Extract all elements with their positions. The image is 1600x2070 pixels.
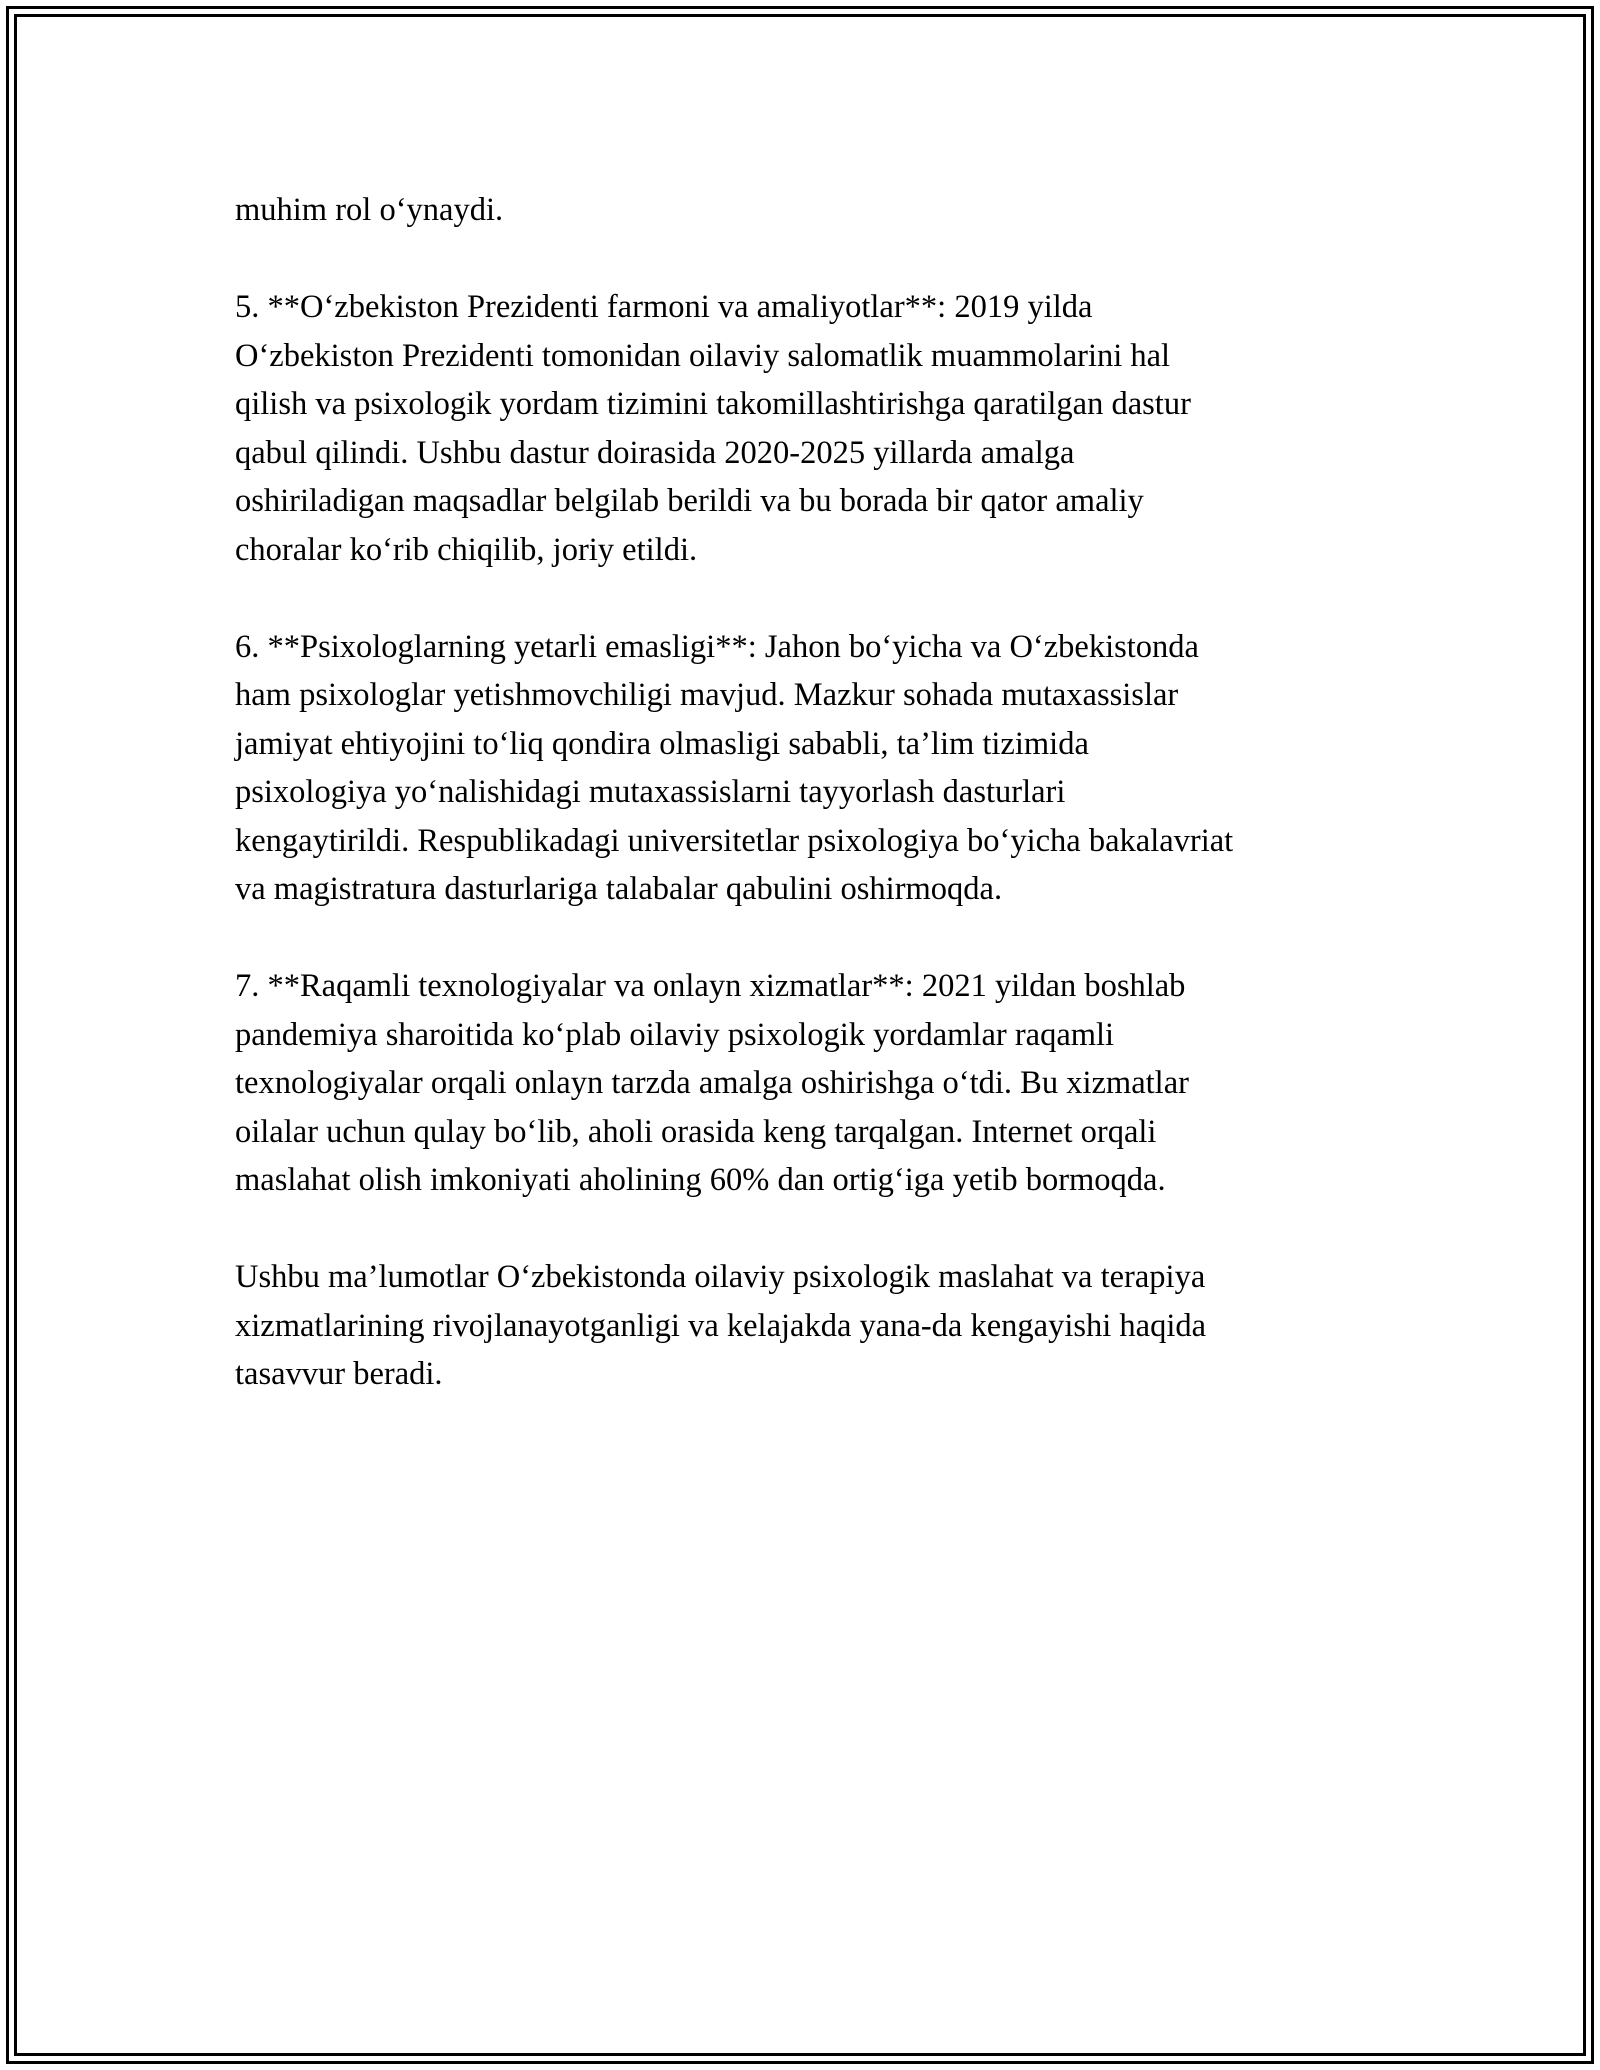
- paragraph-conclusion: Ushbu ma’lumotlar O‘zbekistonda oilaviy psixologik maslahat va terapiya xizmatlarining rivojlanayotganligi va kelajakda yana-da kengayishi haqida tasavvur beradi.: [235, 1259, 1207, 1392]
- paragraph-continuation: muhim rol o‘ynaydi.: [235, 192, 504, 228]
- document-body: [235, 186, 1385, 1447]
- paragraph-item-5: 5. **O‘zbekiston Prezidenti farmoni va amaliyotlar**: 2019 yilda O‘zbekiston Prezidenti tomonidan oilaviy salomatlik muammolarini hal qilish va psixologik yordam tizimini takomillashtirishga qaratilgan dastur qabul qilindi. Ushbu dastur doirasida 2020-2025 yillarda amalga oshiriladigan maqsadlar belgilab berildi va bu borada bir qator amaliy choralar ko‘rib chiqilib, joriy etildi.: [235, 289, 1191, 568]
- paragraph-item-7: 7. **Raqamli texnologiyalar va onlayn xizmatlar**: 2021 yildan boshlab pandemiya sharoitida ko‘plab oilaviy psixologik yordamlar raqamli texnologiyalar orqali onlayn tarzda amalga oshirishga o‘tdi. Bu xizmatlar oilalar uchun qulay bo‘lib, aholi orasida keng tarqalgan. Internet orqali maslahat olish imkoniyati aholining 60% dan ortig‘iga yetib bormoqda.: [235, 968, 1189, 1198]
- paragraph-item-6: 6. **Psixologlarning yetarli emasligi**: Jahon bo‘yicha va O‘zbekistonda ham psixologlar yetishmovchiligi mavjud. Mazkur sohada mutaxassislar jamiyat ehtiyojini to‘liq qondira olmasligi sababli, ta’lim tizimida psixologiya yo‘nalishidagi mutaxassislarni tayyorlash dasturlari kengaytirildi. Respublikadagi universitetlar psixologiya bo‘yicha bakalavriat va magistratura dasturlariga talabalar qabulini oshirmoqda.: [235, 628, 1234, 907]
